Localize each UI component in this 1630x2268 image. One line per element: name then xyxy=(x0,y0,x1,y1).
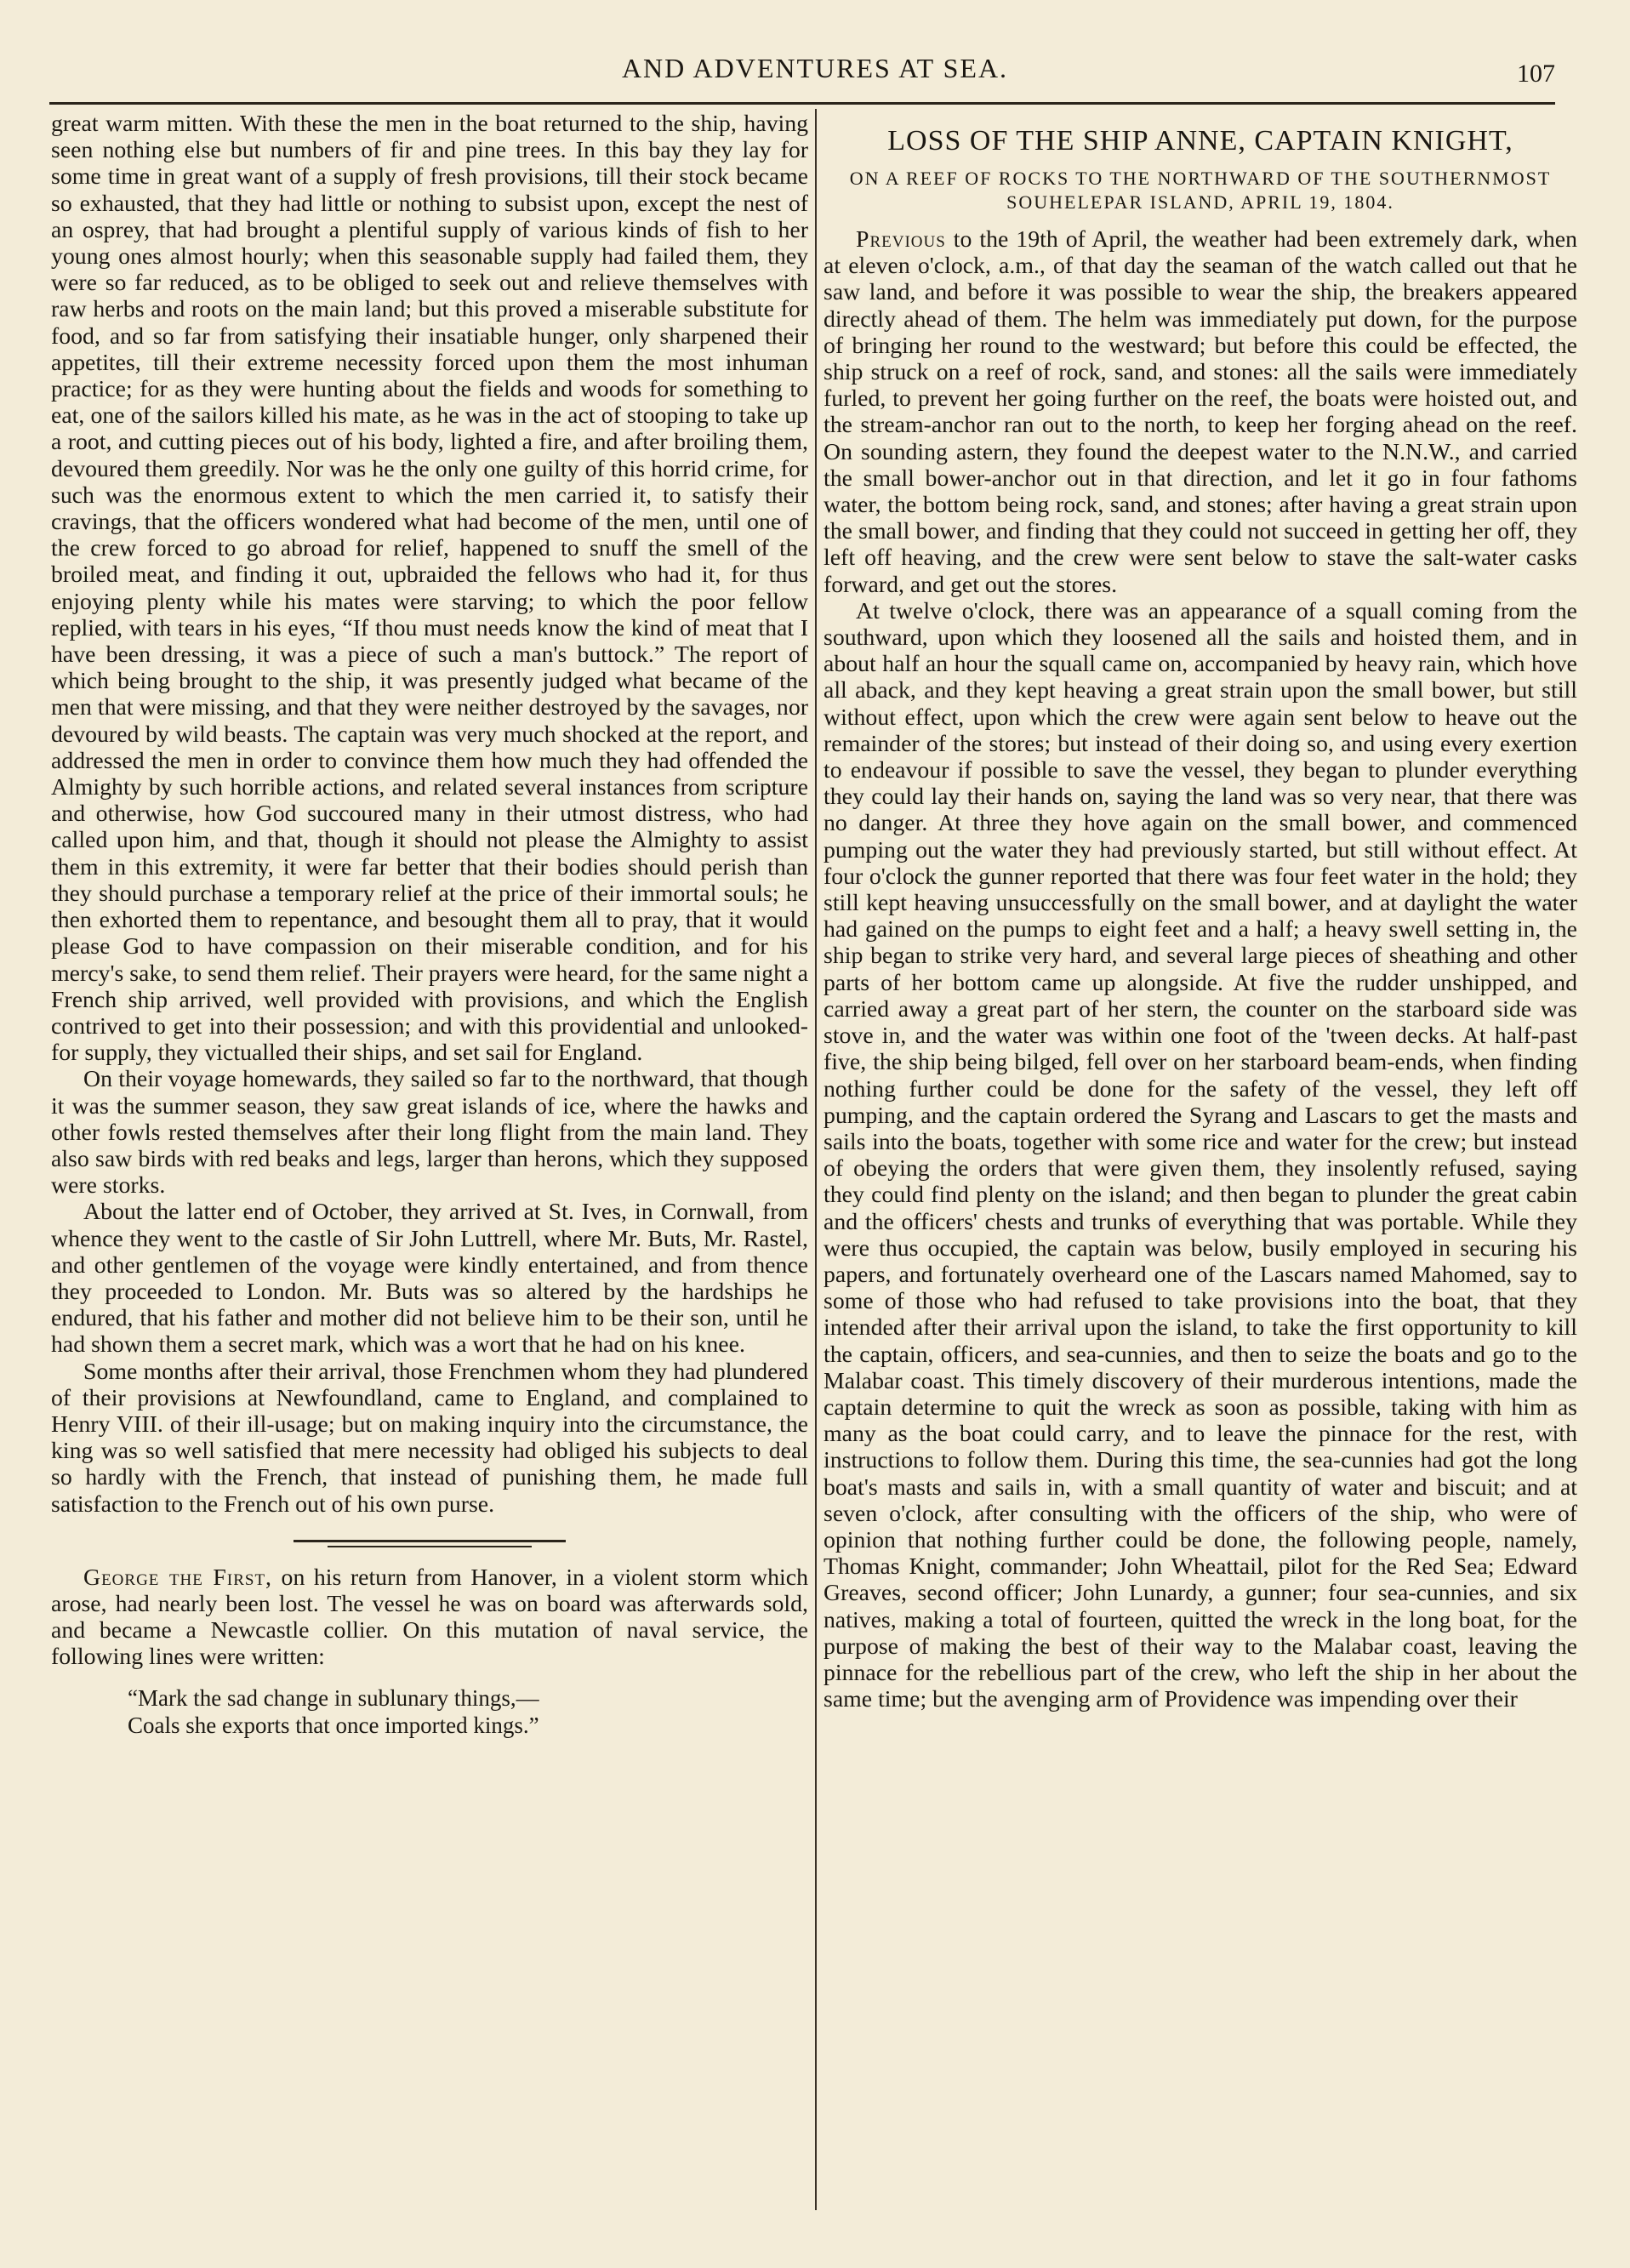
right-paragraph-1 xyxy=(824,226,1577,598)
column-divider xyxy=(815,109,817,2210)
left-column xyxy=(51,111,808,1739)
section-separator-thin xyxy=(328,1546,532,1547)
left-paragraph-2: On their voyage homewards, they sailed so far to the northward, that though it was the summer season, they saw great islands of ice, where the hawks and other fowls rested themselves after their long flight from the main land. They also saw birds with red beaks and legs, larger than herons, which they supposed were storks. xyxy=(51,1066,808,1200)
section-separator xyxy=(294,1540,566,1542)
anecdote-lead: George the First, xyxy=(83,1564,272,1591)
verse-line-1: “Mark the sad change in sublunary things,— xyxy=(128,1684,539,1711)
right-paragraph-1-text: to the 19th of April, the weather had been extremely dark, when at eleven o'clock, a.m., of that day the seaman of the watch called out that he saw land, and before it was possible to wear the ship, the breakers appeared directly ahead of them. The helm was immediately put down, for the purpose of bringing her round to the westward; but before this could be effected, the ship struck on a reef of rock, sand, and stones: all the sails were immediately furled, to prevent her going further on the reef, the boats were hoisted out, and the stream-anchor ran out to the north, to keep her forging ahead on the reef. On sounding astern, they found the deepest water to the N.N.W., and carried the small bower-anchor out in that direction, and let it go in four fathoms water, the bottom being rock, sand, and stones; after having a great strain upon the small bower, and finding that they could not succeed in getting her off, they left off heaving, and the crew were sent below to stave the salt-water casks forward, and get out the stores. xyxy=(824,226,1577,598)
right-paragraph-2: At twelve o'clock, there was an appearance of a squall coming from the southward, upon which they loosened all the sails and hoisted them, and in about half an hour the squall came on, accompanied by heavy rain, which hove all aback, and they kept heaving a great strain upon the small bower, but still without effect, upon which the crew were again sent below to heave out the remainder of the stores; but instead of their doing so, and using every exertion to endeavour if possible to save the vessel, they began to plunder everything they could lay their hands on, saying the land was so very near, that there was no danger. At three they hove again on the small bower, and commenced pumping out the water they had previously started, but still without effect. At four o'clock the gunner reported that there was four feet water in the hold; they still kept heaving unsuccessfully on the small bower, and at daylight the water had gained on the pumps to eight feet and a half; a heavy swell setting in, the ship began to strike very hard, and several large pieces of sheathing and other parts of her bottom came up alongside. At five the rudder unshipped, and carried away a great part of her stern, the counter on the starboard side was stove in, and the water was within one foot of the 'tween decks. At half-past five, the ship being bilged, fell over on her starboard beam-ends, when finding nothing further could be done for the safety of the vessel, they left off pumping, and the captain ordered the Syrang and Lascars to get the masts and sails into the boats, together with some rice and water for the crew; but instead of obeying the orders that were given them, they insolently refused, saying they could find plenty on the island; and then began to plunder the great cabin and the officers' chests and trunks of everything that was portable. While they were thus occupied, the captain was below, busily employed in securing his papers, and fortunately overheard one of the Lascars named Mahomed, say to some of those who had refused to take provisions into the boat, that they intended after their arrival upon the island, to take the first opportunity to kill the captain, officers, and sea-cunnies, and then to seize the boats and go to the Malabar coast. This timely discovery of their murderous intentions, made the captain determine to quit the wreck as soon as possible, taking with him as many as the boat could carry, and to leave the pinnace for the rest, with instructions to follow them. During this time, the sea-cunnies had got the long boat's masts and sails in, with a small quantity of water and biscuit; and at seven o'clock, after consulting with the officers of the ship, who were of opinion that nothing further could be done, the following people, namely, Thomas Knight, commander; John Wheattail, pilot for the Red Sea; Edward Greaves, second officer; John Lunardy, a gunner; four sea-cunnies, and six natives, making a total of fourteen, quitted the wreck in the long boat, for the purpose of making the best of their way to the Malabar coast, leaving the pinnace for the rebellious part of the crew, who left the ship in her about the same time; but the avenging arm of Providence was impending over their xyxy=(824,597,1577,1713)
left-paragraph-1: great warm mitten. With these the men in the boat returned to the ship, having seen nothing else but numbers of fir and pine trees. In this bay they lay for some time in great want of a supply of fresh provisions, till their stock became so exhausted, that they had little or nothing to subsist upon, except the nest of an osprey, that had brought a plentiful supply of various kinds of fish to her young ones almost hourly; when this seasonable supply had failed them, they were so far reduced, as to be obliged to seek out and relieve themselves with raw herbs and roots on the main land; but this proved a miserable substitute for food, and so far from satisfying their insatiable hunger, only sharpened their appetites, till their extreme necessity forced upon them the most inhuman practice; for as they were hunting about the fields and woods for something to eat, one of the sailors killed his mate, as he was in the act of stooping to take up a root, and cutting pieces out of his body, lighted a fire, and after broiling them, devoured them greedily. Nor was he the only one guilty of this horrid crime, for such was the enormous extent to which the men carried it, to satisfy their cravings, that the officers wondered what had become of the men, until one of the crew forced to go abroad for relief, happened to snuff the smell of the broiled meat, and finding it out, upbraided the fellows who had it, for thus enjoying plenty while his mates were starving; to which the poor fellow replied, with tears in his eyes, “If thou must needs know the kind of meat that I have been dressing, it was a piece of such a man's buttock.” The report of which being brought to the ship, it was presently judged what became of the men that were missing, and that they were neither destroyed by the savages, nor devoured by wild beasts. The captain was very much shocked at the report, and addressed the men in order to convince them how much they had offended the Almighty by such horrible actions, and related several instances from scripture and otherwise, how God succoured many in their utmost distress, who had called upon him, and that, though it should not please the Almighty to assist them in this extremity, it were far better that their bodies should perish than they should purchase a temporary relief at the price of their immortal souls; he then exhorted them to repentance, and besought them all to pray, that it would please God to have compassion on their miserable condition, and for his mercy's sake, to send them relief. Their prayers were heard, for the same night a French ship arrived, well provided with provisions, and which the English contrived to get into their possession; and with this providential and unlooked-for supply, they victualled their ships, and set sail for England. xyxy=(51,111,808,1067)
header-rule xyxy=(49,102,1555,105)
verse-line-2: Coals she exports that once imported kings.” xyxy=(128,1712,539,1738)
left-paragraph-3: About the latter end of October, they arrived at St. Ives, in Cornwall, from whence they went to the castle of Sir John Luttrell, where Mr. Buts, Mr. Rastel, and other gentlemen of the voyage were kindly entertained, and from thence they proceeded to London. Mr. Buts was so altered by the hardships he endured, that his father and mother did not believe him to be their son, until he had shown them a secret mark, which was a wort that he had on his knee. xyxy=(51,1199,808,1359)
anecdote-paragraph xyxy=(51,1564,808,1671)
story-title: LOSS OF THE SHIP ANNE, CAPTAIN KNIGHT, xyxy=(887,125,1513,157)
right-paragraph-1-lead: Previous xyxy=(856,226,946,253)
anecdote-text: on his return from Hanover, in a violent storm which arose, had nearly been lost. The vessel he was on board was afterwards sold, and became a Newcastle collier. On this mutation of naval service, the following lines were written: xyxy=(51,1564,808,1671)
running-title: AND ADVENTURES AT SEA. xyxy=(621,53,1009,83)
story-subtitle: ON A REEF OF ROCKS TO THE NORTHWARD OF THE SOUTHERNMOST SOUHELEPAR ISLAND, APRIL 19, 1804. xyxy=(849,168,1552,213)
left-paragraph-4: Some months after their arrival, those Frenchmen whom they had plundered of their provisions at Newfoundland, came to England, and complained to Henry VIII. of their ill-usage; but on making inquiry into the circumstance, the king was so well satisfied that mere necessity had obliged his subjects to deal so hardly with the French, that instead of punishing them, he made full satisfaction to the French out of his own purse. xyxy=(51,1358,808,1518)
verse xyxy=(128,1684,808,1739)
page-number: 107 xyxy=(1517,60,1555,88)
right-column xyxy=(824,111,1577,1712)
